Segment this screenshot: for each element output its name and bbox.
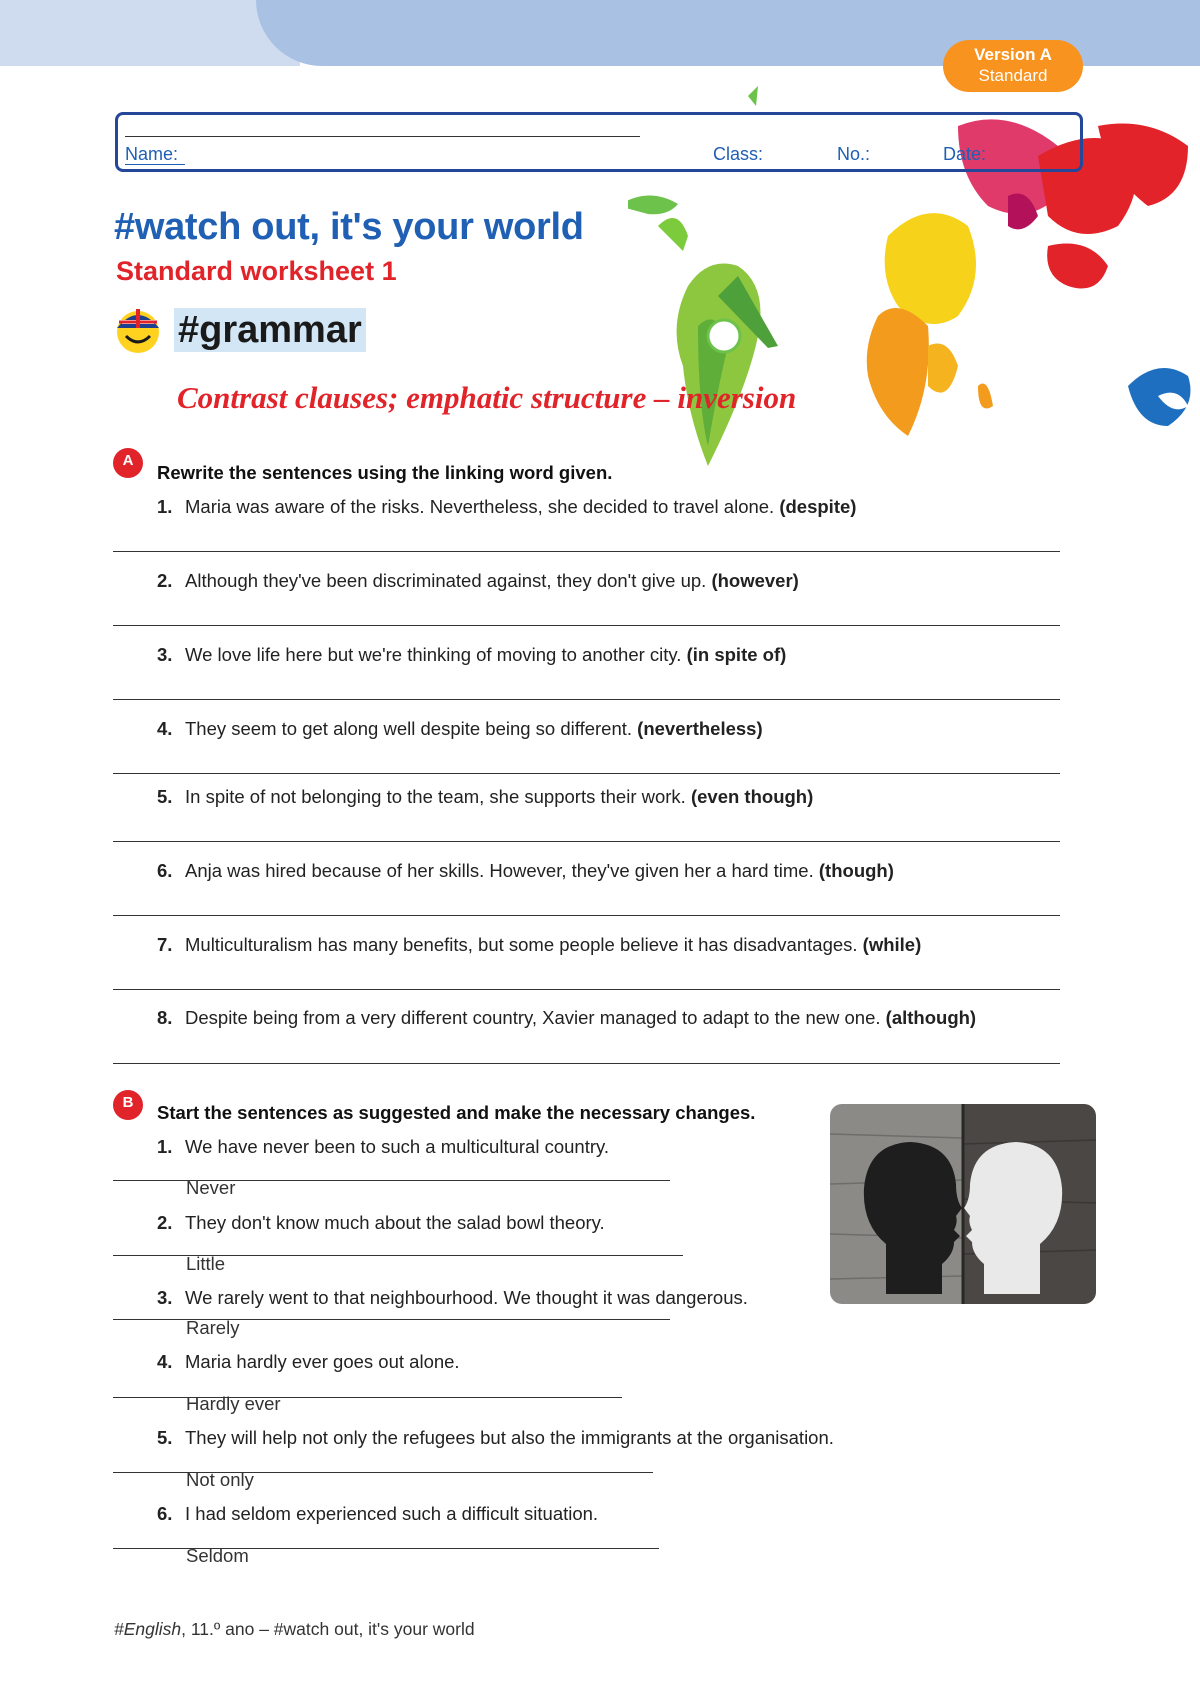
exercise-b-instruction: Start the sentences as suggested and make the necessary changes. bbox=[157, 1102, 756, 1123]
sentence-starter: Hardly ever bbox=[186, 1393, 281, 1414]
exercise-b-badge: B bbox=[113, 1090, 143, 1120]
uk-flag-emoji-icon bbox=[114, 306, 162, 354]
exercise-a-item bbox=[157, 860, 894, 882]
answer-line[interactable] bbox=[113, 841, 1060, 842]
answer-line[interactable] bbox=[113, 915, 1060, 916]
footer-text: , 11.º ano – #watch out, it's your world bbox=[181, 1619, 475, 1639]
number-field[interactable]: No.: bbox=[837, 144, 871, 164]
item-number: 3. bbox=[157, 644, 173, 665]
answer-line[interactable] bbox=[113, 773, 1060, 774]
topic-heading: Contrast clauses; emphatic structure – inversion bbox=[177, 380, 797, 415]
item-text: They don't know much about the salad bowl theory. bbox=[185, 1212, 605, 1233]
header-banner-light bbox=[0, 0, 300, 66]
item-text: I had seldom experienced such a difficult situation. bbox=[185, 1503, 599, 1524]
item-text: Multiculturalism has many benefits, but some people believe it has disadvantages. bbox=[185, 934, 858, 955]
item-cue: (in spite of) bbox=[686, 644, 787, 665]
footer-italic: #English bbox=[114, 1619, 182, 1639]
item-text: Anja was hired because of her skills. However, they've given her a hard time. bbox=[185, 860, 814, 881]
exercise-b-item bbox=[157, 1503, 598, 1525]
section-tag-grammar: #grammar bbox=[174, 308, 366, 352]
exercise-a-item bbox=[157, 644, 786, 666]
version-label: Version A bbox=[974, 45, 1052, 64]
version-badge bbox=[943, 40, 1083, 92]
name-field[interactable]: Name: bbox=[125, 144, 179, 164]
answer-line[interactable] bbox=[113, 699, 1060, 700]
version-sub: Standard bbox=[978, 66, 1048, 85]
answer-line[interactable] bbox=[113, 989, 1060, 990]
item-number: 6. bbox=[157, 1503, 173, 1524]
item-text: They seem to get along well despite being so different. bbox=[185, 718, 633, 739]
item-number: 6. bbox=[157, 860, 173, 881]
info-rule bbox=[125, 136, 640, 137]
item-number: 5. bbox=[157, 1427, 173, 1448]
exercise-a-item bbox=[157, 496, 856, 518]
answer-line[interactable] bbox=[113, 551, 1060, 552]
exercise-a-item bbox=[157, 934, 921, 956]
worksheet-subtitle: Standard worksheet 1 bbox=[116, 256, 397, 286]
exercise-a-item bbox=[157, 570, 799, 592]
exercise-b-item bbox=[157, 1427, 834, 1449]
item-text: They will help not only the refugees but also the immigrants at the organisation. bbox=[185, 1427, 834, 1448]
answer-line[interactable] bbox=[113, 625, 1060, 626]
south-america-shape bbox=[748, 86, 758, 106]
exercise-b-item bbox=[157, 1287, 748, 1309]
answer-line[interactable] bbox=[113, 1063, 1060, 1064]
exercise-a-item bbox=[157, 786, 813, 808]
item-text: We have never been to such a multicultural country. bbox=[185, 1136, 610, 1157]
exercise-a-instruction: Rewrite the sentences using the linking word given. bbox=[157, 462, 613, 483]
paper-heads-photo bbox=[830, 1104, 1096, 1304]
item-number: 4. bbox=[157, 1351, 173, 1372]
exercise-b-item bbox=[157, 1136, 609, 1158]
item-cue: (though) bbox=[818, 860, 894, 881]
sentence-starter: Little bbox=[186, 1253, 226, 1274]
class-field[interactable]: Class: bbox=[713, 144, 764, 164]
worksheet-title: #watch out, it's your world bbox=[114, 206, 584, 248]
item-text: We rarely went to that neighbourhood. We thought it was dangerous. bbox=[185, 1287, 748, 1308]
name-underline bbox=[125, 164, 185, 165]
item-text: We love life here but we're thinking of moving to another city. bbox=[185, 644, 682, 665]
item-number: 1. bbox=[157, 1136, 173, 1157]
item-number: 1. bbox=[157, 496, 173, 517]
student-info-box bbox=[115, 112, 1083, 172]
item-cue: (while) bbox=[862, 934, 922, 955]
item-number: 2. bbox=[157, 570, 173, 591]
item-text: Maria hardly ever goes out alone. bbox=[185, 1351, 460, 1372]
item-text: Despite being from a very different country, Xavier managed to adapt to the new one. bbox=[185, 1007, 881, 1028]
item-cue: (however) bbox=[711, 570, 799, 591]
sentence-starter: Never bbox=[186, 1177, 236, 1198]
item-cue: (nevertheless) bbox=[637, 718, 763, 739]
item-cue: (although) bbox=[885, 1007, 977, 1028]
sentence-starter: Rarely bbox=[186, 1317, 240, 1338]
item-number: 8. bbox=[157, 1007, 173, 1028]
sentence-starter: Seldom bbox=[186, 1545, 249, 1566]
item-number: 4. bbox=[157, 718, 173, 739]
item-number: 3. bbox=[157, 1287, 173, 1308]
item-cue: (despite) bbox=[779, 496, 857, 517]
exercise-a-item bbox=[157, 1007, 976, 1029]
date-field[interactable]: Date: bbox=[943, 144, 987, 164]
item-text: Maria was aware of the risks. Nevertheless, she decided to travel alone. bbox=[185, 496, 775, 517]
item-number: 7. bbox=[157, 934, 173, 955]
exercise-b-item bbox=[157, 1351, 460, 1373]
exercise-a-item bbox=[157, 718, 763, 740]
item-cue: (even though) bbox=[690, 786, 814, 807]
exercise-b-item bbox=[157, 1212, 605, 1234]
sentence-starter: Not only bbox=[186, 1469, 254, 1490]
item-number: 5. bbox=[157, 786, 173, 807]
item-text: In spite of not belonging to the team, she supports their work. bbox=[185, 786, 686, 807]
exercise-a-badge: A bbox=[113, 448, 143, 478]
africa-shape bbox=[885, 213, 976, 324]
page-footer bbox=[114, 1619, 475, 1640]
item-number: 2. bbox=[157, 1212, 173, 1233]
item-text: Although they've been discriminated against, they don't give up. bbox=[185, 570, 707, 591]
